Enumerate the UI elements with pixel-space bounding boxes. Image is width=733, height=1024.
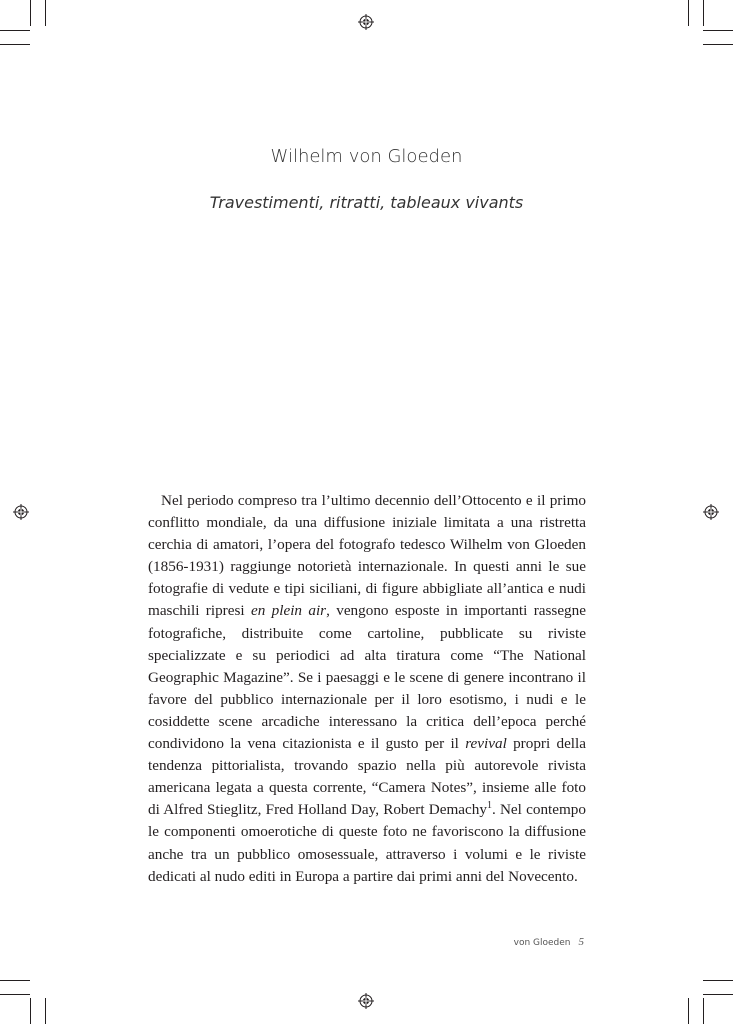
crop-mark bbox=[0, 980, 30, 981]
body-paragraph bbox=[148, 490, 586, 888]
registration-mark-icon bbox=[358, 14, 374, 30]
crop-mark bbox=[703, 44, 733, 45]
crop-mark bbox=[688, 998, 689, 1024]
italic-phrase: en plein air bbox=[250, 602, 327, 620]
paragraph-text: . Nel contempo le componenti omoerotiche di queste foto ne favoriscono la diffusione anche tra un pubblico omosessuale, attraverso i volumi e le riviste dedicati al nudo editi in Europa a partire dai primi anni del Novecento. bbox=[148, 801, 586, 885]
registration-mark-icon bbox=[13, 504, 29, 520]
crop-mark bbox=[703, 30, 733, 31]
running-head: von Gloeden bbox=[513, 938, 571, 948]
crop-mark bbox=[45, 0, 46, 26]
italic-word: revival bbox=[465, 735, 507, 753]
crop-mark bbox=[30, 998, 31, 1024]
chapter-title: Wilhelm von Gloeden bbox=[270, 146, 463, 167]
crop-mark bbox=[703, 994, 733, 995]
paragraph-text: , vengono esposte in importanti rassegne fotografiche, distribuite come cartoline, pubblicate su riviste specializzate e su periodici ad alta tiratura come “The National Geographic Magazine”. Se i paesaggi e le scene di genere incontrano il favore del pubblico internazionale per il loro esotismo, i nudi e le cosiddette scene arcadiche interessano la critica dell’epoca perché condividono la vena citazionista e il gusto per il bbox=[148, 602, 586, 753]
crop-mark bbox=[0, 30, 30, 31]
crop-mark bbox=[0, 994, 30, 995]
crop-mark bbox=[703, 998, 704, 1024]
paragraph-text: Nel periodo compreso tra l’ultimo decennio dell’Ottocento e il primo conflitto mondiale, da una diffusione iniziale limitata a una ristretta cerchia di amatori, l’opera del fotografo tedesco Wilhelm von Gloeden (1856-1931) raggiunge notorietà internazionale. In questi anni le sue fotografie di vedute e tipi siciliani, di figure abbigliate all’antica e nudi maschili ripresi bbox=[148, 492, 586, 620]
crop-mark bbox=[703, 0, 704, 26]
crop-mark bbox=[0, 44, 30, 45]
crop-mark bbox=[45, 998, 46, 1024]
footnote-reference[interactable]: 1 bbox=[486, 800, 492, 812]
chapter-subtitle: Travestimenti, ritratti, tableaux vivants bbox=[209, 193, 524, 212]
paragraph-text: propri della tendenza pittorialista, trovando spazio nella più autorevole rivista americana legata a questa corrente, “Camera Notes”, insieme alle foto di Alfred Stieglitz, Fred Holland Day, Robert Demachy bbox=[148, 735, 586, 819]
crop-mark bbox=[703, 980, 733, 981]
crop-mark bbox=[30, 0, 31, 26]
page-number: 5 bbox=[578, 936, 584, 948]
registration-mark-icon bbox=[358, 993, 374, 1009]
crop-mark bbox=[688, 0, 689, 26]
registration-mark-icon bbox=[703, 504, 719, 520]
page-footer bbox=[514, 936, 584, 948]
